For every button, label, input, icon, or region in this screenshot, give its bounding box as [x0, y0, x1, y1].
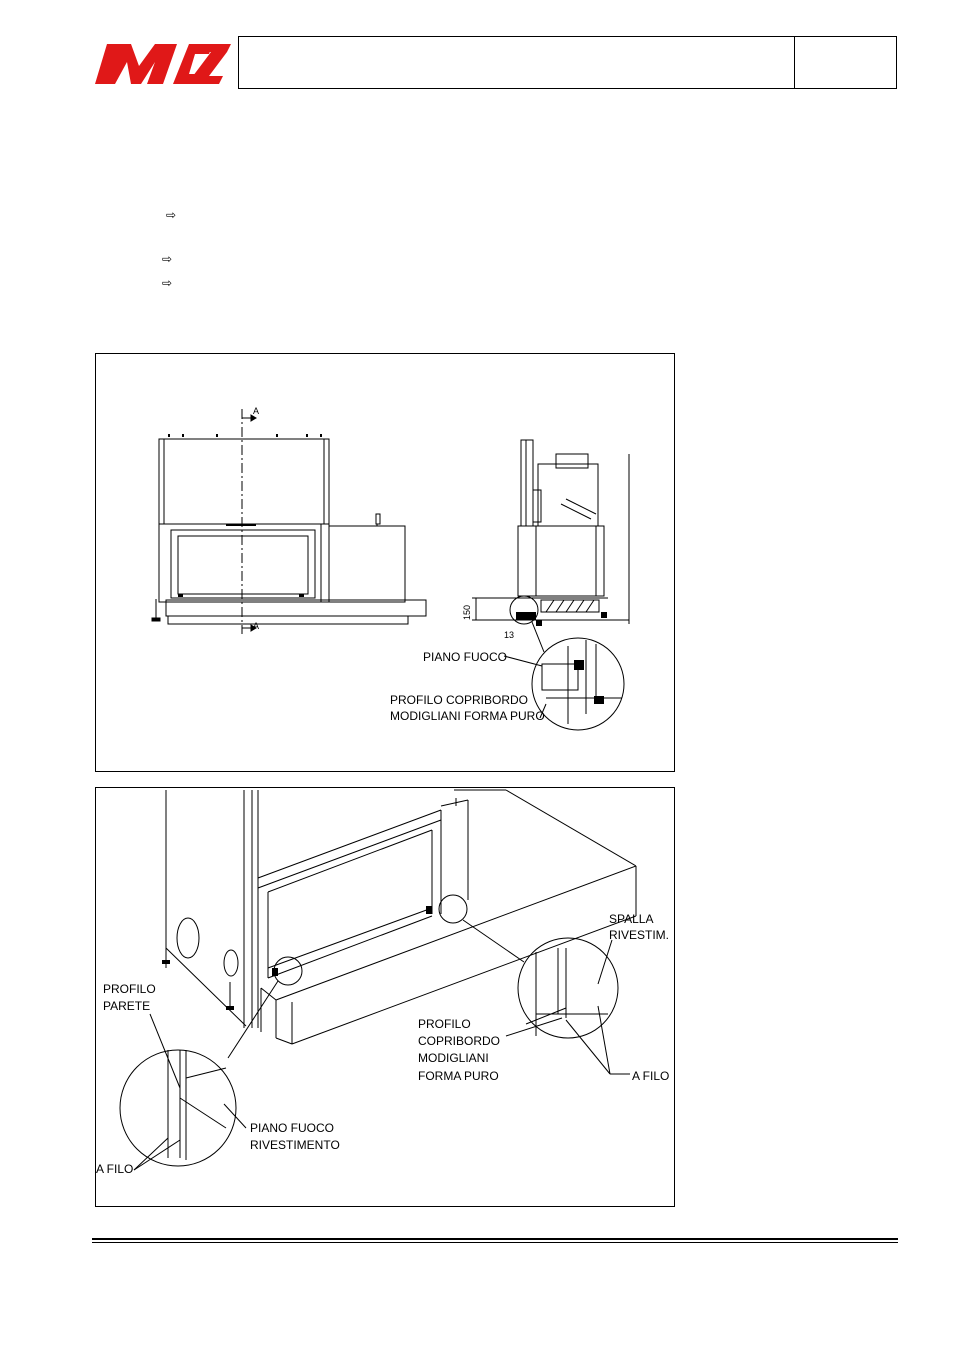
- label-spalla: SPALLA: [609, 912, 654, 926]
- section-mark-top: A: [253, 406, 260, 416]
- label-modigliani-forma-puro: MODIGLIANI FORMA PURO: [390, 709, 545, 723]
- label-piano-fuoco-2: PIANO FUOCO: [250, 1121, 335, 1135]
- technical-drawing-2: [96, 788, 676, 1208]
- section-mark-bottom: A: [253, 621, 260, 631]
- dimension-150: 150: [462, 604, 472, 620]
- figure-perspective-view: [95, 787, 675, 1207]
- label-profilo: PROFILO: [103, 982, 156, 996]
- header-title-box: [238, 36, 795, 89]
- technical-drawing-1: [96, 354, 676, 773]
- label-modigliani: MODIGLIANI: [418, 1051, 489, 1065]
- mcz-logo: [93, 40, 233, 88]
- label-profilo-copribordo: PROFILO COPRIBORDO: [390, 693, 529, 707]
- label-rivestimento: RIVESTIMENTO: [250, 1138, 340, 1152]
- label-forma-puro: FORMA PURO: [418, 1069, 499, 1083]
- dimension-13: 13: [504, 630, 515, 640]
- arrow-right-outline-icon: ⇨: [162, 252, 173, 266]
- header-page-box: [795, 36, 897, 89]
- label-rivestim: RIVESTIM.: [609, 928, 670, 942]
- label-parete: PARETE: [103, 999, 151, 1013]
- label-copribordo: COPRIBORDO: [418, 1034, 501, 1048]
- footer-rule-thin: [92, 1242, 898, 1243]
- label-profilo-2: PROFILO: [418, 1017, 471, 1031]
- arrow-right-outline-icon: ⇨: [162, 276, 173, 290]
- footer-rule: [92, 1238, 898, 1240]
- label-a-filo-right: A FILO: [632, 1069, 670, 1083]
- label-piano-fuoco: PIANO FUOCO: [423, 650, 508, 664]
- figure-front-and-section-view: [95, 353, 675, 772]
- arrow-right-outline-icon: ⇨: [166, 208, 177, 222]
- label-a-filo-left: A FILO: [96, 1162, 134, 1176]
